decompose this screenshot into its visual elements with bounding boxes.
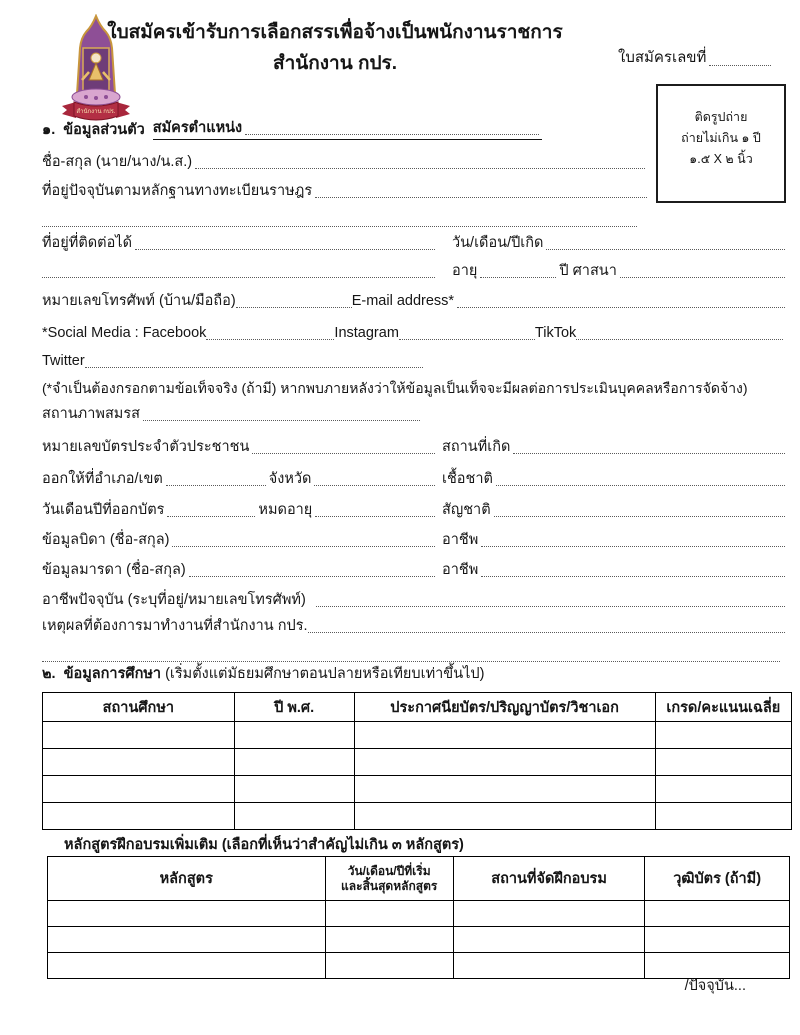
registered-address-field <box>315 197 647 198</box>
phone-label: หมายเลขโทรศัพท์ (บ้าน/มือถือ) <box>42 293 236 309</box>
education-cell <box>354 749 655 776</box>
section2-subtitle: (เริ่มตั้งแต่มัธยมศึกษาตอนปลายหรือเทียบเท่าขึ้นไป) <box>165 666 485 682</box>
name-field <box>195 168 645 169</box>
mother-row <box>42 560 438 580</box>
training-header-course: หลักสูตร <box>48 857 326 901</box>
contact-address-row <box>42 233 438 253</box>
reason-field <box>308 632 785 633</box>
nationality-label: สัญชาติ <box>442 502 491 518</box>
social-disclaimer-text: (*จำเป็นต้องกรอกตามข้อเท็จจริง (ถ้ามี) หากพบภายหลังว่าให้ข้อมูลเป็นเท็จจะมีผลต่อการประเมินบุคคลหรือการจัดจ้าง) <box>42 380 748 396</box>
ethnicity-label: เชื้อชาติ <box>442 471 493 487</box>
training-header-certificate: วุฒิบัตร (ถ้ามี) <box>645 857 790 901</box>
education-cell <box>43 776 235 803</box>
nationality-field <box>494 516 785 517</box>
birth-date-row <box>452 233 788 253</box>
education-header-row <box>43 693 792 722</box>
current-occupation-field <box>316 606 785 607</box>
training-cell <box>453 927 644 953</box>
registered-address-row2 <box>42 210 640 230</box>
education-cell <box>354 803 655 830</box>
ethnicity-row <box>442 469 788 489</box>
father-field <box>172 546 435 547</box>
training-cell <box>48 901 326 927</box>
training-header-dates-line2: และสิ้นสุดหลักสูตร <box>341 878 438 893</box>
education-cell <box>655 803 791 830</box>
father-row <box>42 530 438 550</box>
email-label: E-mail address* <box>351 293 455 309</box>
training-cell <box>48 927 326 953</box>
section2-title: ข้อมูลการศึกษา <box>63 666 162 682</box>
section1-title: ข้อมูลส่วนตัว <box>63 122 145 138</box>
ethnicity-field <box>496 485 785 486</box>
issued-at-field <box>166 485 266 486</box>
photo-box-line1: ติดรูปถ่าย <box>694 110 748 124</box>
father-occupation-row <box>442 530 788 550</box>
expiry-date-label: หมดอายุ <box>258 502 313 518</box>
training-row <box>48 927 790 953</box>
education-cell <box>234 749 354 776</box>
facebook-label: *Social Media : Facebook <box>42 325 207 341</box>
marital-status-field <box>143 420 420 421</box>
education-cell <box>43 722 235 749</box>
training-header-row <box>48 857 790 901</box>
father-occupation-label: อาชีพ <box>442 532 479 548</box>
phone-email-row <box>42 291 788 311</box>
section1-heading-row <box>42 120 542 140</box>
training-header-location: สถานที่จัดฝึกอบรม <box>453 857 644 901</box>
instagram-label: Instagram <box>334 325 399 341</box>
birth-place-field <box>513 453 785 454</box>
reason-field2 <box>42 661 780 662</box>
age-label: อายุ <box>452 263 478 279</box>
contact-address-label: ที่อยู่ที่ติดต่อได้ <box>42 235 132 251</box>
phone-field <box>236 307 352 308</box>
mother-label: ข้อมูลมารดา (ชื่อ-สกุล) <box>42 562 186 578</box>
education-cell <box>234 803 354 830</box>
tiktok-field <box>576 339 783 340</box>
tiktok-label: TikTok <box>534 325 577 341</box>
section1-number: ๑. <box>42 122 56 138</box>
education-header-certificate: ประกาศนียบัตร/ปริญญาบัตร/วิชาเอก <box>354 693 655 722</box>
apply-position-underline <box>153 119 542 140</box>
issue-date-field <box>167 516 255 517</box>
application-number-field <box>709 65 771 66</box>
mother-occupation-row <box>442 560 788 580</box>
id-card-label: หมายเลขบัตรประจำตัวประชาชน <box>42 439 250 455</box>
training-cell <box>325 901 453 927</box>
training-header-dates <box>325 857 453 901</box>
form-title-block <box>95 18 575 80</box>
province-field <box>314 485 435 486</box>
logo-ribbon-text: สำนักงาน กปร. <box>76 109 116 115</box>
age-field <box>480 277 556 278</box>
name-row <box>42 152 648 172</box>
education-cell <box>655 749 791 776</box>
twitter-row <box>42 351 423 371</box>
education-cell <box>655 776 791 803</box>
education-header-grade: เกรด/คะแนนเฉลี่ย <box>655 693 791 722</box>
education-row <box>43 749 792 776</box>
name-label: ชื่อ-สกุล (นาย/นาง/น.ส.) <box>42 154 193 170</box>
education-cell <box>43 803 235 830</box>
issued-at-label: ออกให้ที่อำเภอ/เขต <box>42 471 163 487</box>
section2-heading-row <box>42 664 642 684</box>
birth-place-row <box>442 437 788 457</box>
contact-address-row2 <box>42 261 438 281</box>
training-cell <box>645 901 790 927</box>
instagram-field <box>399 339 535 340</box>
age-religion-row <box>452 261 788 281</box>
contact-address-field2 <box>42 277 435 278</box>
contact-address-field <box>135 249 435 250</box>
education-cell <box>234 776 354 803</box>
education-cell <box>43 749 235 776</box>
education-cell <box>655 722 791 749</box>
mother-occupation-label: อาชีพ <box>442 562 479 578</box>
education-header-year: ปี พ.ศ. <box>234 693 354 722</box>
expiry-date-field <box>315 516 435 517</box>
facebook-field <box>206 339 334 340</box>
form-subtitle-office: สำนักงาน กปร. <box>272 53 398 74</box>
reason-row2 <box>42 645 783 665</box>
education-cell <box>354 722 655 749</box>
marital-status-row <box>42 404 423 424</box>
training-header-dates-line1: วัน/เดือน/ปีที่เริ่ม <box>347 863 431 878</box>
photo-box-line2: ถ่ายไม่เกิน ๑ ปี <box>681 131 761 145</box>
registered-address-field2 <box>42 226 637 227</box>
twitter-field <box>85 367 423 368</box>
religion-field <box>620 277 785 278</box>
education-header-school: สถานศึกษา <box>43 693 235 722</box>
training-cell <box>453 901 644 927</box>
apply-position-label: สมัครตำแหน่ง <box>152 120 243 136</box>
twitter-label: Twitter <box>42 353 85 369</box>
current-occupation-row <box>42 590 788 610</box>
issued-at-row <box>42 469 438 489</box>
education-row <box>43 776 792 803</box>
reason-label: เหตุผลที่ต้องการมาทำงานที่สำนักงาน กปร. <box>42 618 308 634</box>
father-occupation-field <box>481 546 785 547</box>
training-table <box>47 856 790 979</box>
education-row <box>43 803 792 830</box>
form-title: ใบสมัครเข้ารับการเลือกสรรเพื่อจ้างเป็นพนักงานราชการ <box>107 22 563 43</box>
education-table <box>42 692 792 830</box>
issue-date-row <box>42 500 438 520</box>
marital-status-label: สถานภาพสมรส <box>42 406 140 422</box>
issue-date-label: วันเดือนปีที่ออกบัตร <box>42 502 165 518</box>
mother-field <box>189 576 435 577</box>
id-card-row <box>42 437 438 457</box>
training-cell <box>645 927 790 953</box>
training-section-title: หลักสูตรฝึกอบรมเพิ่มเติม (เลือกที่เห็นว่าสำคัญไม่เกิน ๓ หลักสูตร) <box>64 837 464 853</box>
registered-address-label: ที่อยู่ปัจจุบันตามหลักฐานทางทะเบียนราษฎร <box>42 183 313 199</box>
birth-place-label: สถานที่เกิด <box>442 439 511 455</box>
birth-date-field <box>546 249 785 250</box>
id-card-field <box>252 453 435 454</box>
province-label: จังหวัด <box>268 471 312 487</box>
photo-attachment-box <box>656 84 786 203</box>
education-cell <box>234 722 354 749</box>
application-number-label: ใบสมัครเลขที่ <box>618 49 707 66</box>
training-cell <box>325 927 453 953</box>
photo-box-line3: ๑.๕ X ๒ นิ้ว <box>689 152 753 166</box>
birth-date-label: วัน/เดือน/ปีเกิด <box>452 235 544 251</box>
social-media-row <box>42 323 783 343</box>
registered-address-row <box>42 181 650 201</box>
mother-occupation-field <box>481 576 785 577</box>
page-continuation-note: /ปัจจุบัน... <box>684 978 746 994</box>
application-number-row <box>618 45 790 69</box>
reason-row <box>42 616 788 636</box>
section2-number: ๒. <box>42 666 56 682</box>
email-field <box>457 307 785 308</box>
current-occupation-label: อาชีพปัจจุบัน (ระบุที่อยู่/หมายเลขโทรศัพท์) <box>42 592 306 608</box>
religion-label: ปี ศาสนา <box>559 263 617 279</box>
training-row <box>48 901 790 927</box>
education-row <box>43 722 792 749</box>
father-label: ข้อมูลบิดา (ชื่อ-สกุล) <box>42 532 170 548</box>
education-cell <box>354 776 655 803</box>
apply-position-field <box>245 134 539 135</box>
nationality-row <box>442 500 788 520</box>
